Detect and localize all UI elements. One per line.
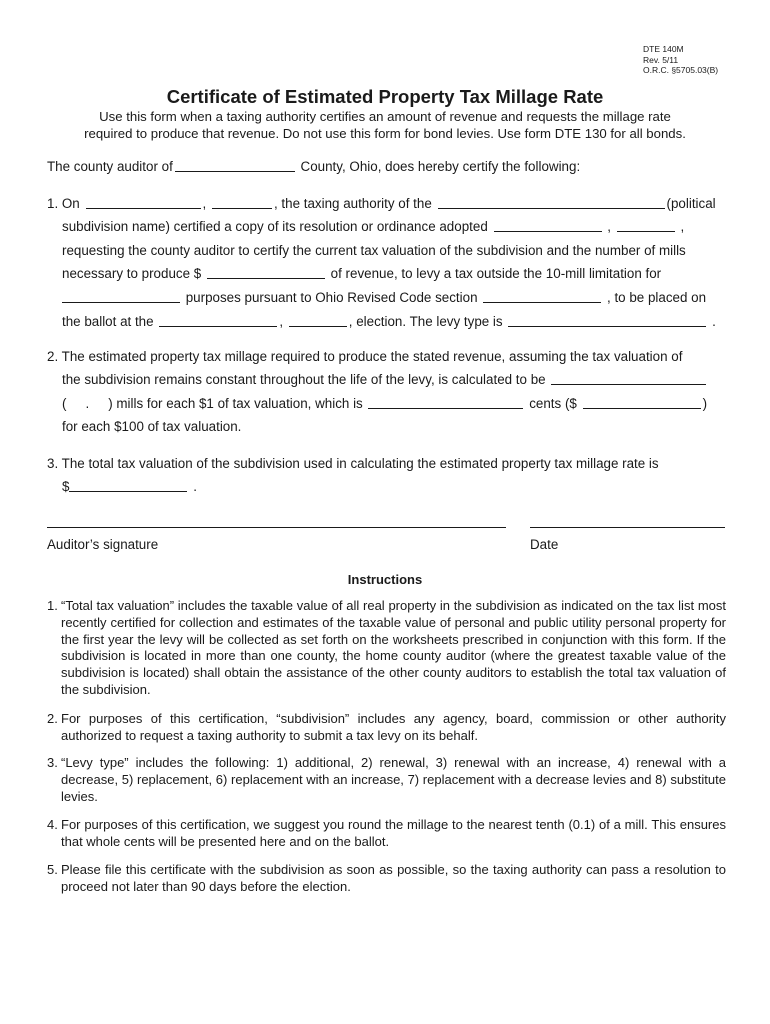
instruction-number: 3. — [47, 755, 58, 770]
revenue-amount-field[interactable] — [207, 266, 325, 279]
item3-line2 — [62, 479, 197, 495]
item2-paren: ( — [62, 396, 67, 411]
item1-text: the ballot at the — [62, 314, 154, 329]
form-identifier — [643, 44, 718, 76]
item2-text: cents ($ — [529, 396, 577, 411]
item2-decimal: . — [85, 396, 90, 411]
item1-text: , the taxing authority of the — [273, 196, 432, 211]
item1-text: subdivision name) certified a copy of its resolution or ordinance adopted — [62, 219, 488, 234]
item2-line2 — [62, 372, 708, 388]
instruction-item — [47, 862, 726, 896]
form-orc-reference: O.R.C. §5705.03(B) — [643, 65, 719, 75]
levy-purpose-field[interactable] — [62, 290, 180, 303]
instruction-text: “Levy type” includes the following: 1) additional, 2) renewal, 3) renewal with an increase, 4) renewal with a decrease, 5) replacement, 6) replacement with an increase, 7) replacement with a decrease levies and 8) substitute levies. — [61, 755, 726, 804]
political-subdivision-field[interactable] — [438, 196, 665, 209]
instruction-text: For purposes of this certification, “subdivision” includes any agency, board, commission or other authority authorized to request a taxing authority to submit a tax levy on its behalf. — [61, 711, 726, 743]
item1-comma: , — [680, 219, 685, 234]
instruction-text: For purposes of this certification, we suggest you round the millage to the nearest tenth (0.1) of a mill. This ensures that whole cents will be presented here and on the ballot. — [61, 817, 726, 849]
instruction-number: 2. — [47, 711, 58, 726]
item2-paren: ) — [702, 396, 708, 411]
item3-line1: 3. The total tax valuation of the subdivision used in calculating the estimated property tax millage rate is — [47, 456, 659, 471]
item1-text: (political — [666, 196, 716, 211]
instruction-text: “Total tax valuation” includes the taxable value of all real property in the subdivision as indicated on the tax list most recently certified for collection and estimates of the taxable value of personal and public utility personal property for the first year the levy will be collected as set forth on the worksheets prescribed in conjunction with this form. If the subdivision is located in more than one county, the home county auditor (where the greatest taxable value of the subdivision is located) shall obtain the assistance of the other county auditors to establish the total tax valuation of the subdivision. — [61, 598, 726, 697]
item1-line3: requesting the county auditor to certify the current tax valuation of the subdivision and the number of mills — [62, 243, 686, 258]
item1-text: of revenue, to levy a tax outside the 10-mill limitation for — [330, 266, 662, 281]
cents-amount-field[interactable] — [583, 396, 701, 409]
item1-line5 — [62, 290, 706, 306]
item1-line6 — [62, 314, 716, 330]
item1-comma: , — [279, 314, 284, 329]
election-date-field[interactable] — [159, 314, 277, 327]
election-year-field[interactable] — [289, 314, 347, 327]
item1-comma: , — [202, 196, 207, 211]
auditor-signature-line[interactable] — [47, 527, 506, 528]
instruction-item — [47, 755, 726, 805]
instruction-number: 1. — [47, 598, 58, 613]
instruction-number: 4. — [47, 817, 58, 832]
instruction-item — [47, 817, 726, 851]
resolution-date-field[interactable] — [494, 219, 602, 232]
item1-line4 — [62, 266, 661, 282]
item1-text: , election. The levy type is — [348, 314, 503, 329]
orc-section-field[interactable] — [483, 290, 601, 303]
instruction-item — [47, 711, 726, 745]
item1-text: necessary to produce $ — [62, 266, 202, 281]
item1-text: purposes pursuant to Ohio Revised Code section — [185, 290, 478, 305]
subtitle-line-2: required to produce that revenue. Do not use this form for bond levies. Use form DTE 130 for all bonds. — [84, 126, 686, 141]
instruction-text: Please file this certificate with the subdivision as soon as possible, so the taxing authority can pass a resolution to proceed not later than 90 days before the election. — [61, 862, 726, 894]
county-name-field[interactable] — [175, 159, 295, 172]
item2-line3 — [62, 396, 707, 412]
auditor-signature-label: Auditor’s signature — [47, 537, 159, 552]
resolution-year-field[interactable] — [617, 219, 675, 232]
form-revision: Rev. 5/11 — [643, 54, 679, 65]
total-valuation-field[interactable] — [69, 479, 187, 492]
instruction-number: 5. — [47, 862, 58, 877]
subtitle-line-1: Use this form when a taxing authority certifies an amount of revenue and requests the millage rate — [99, 109, 671, 124]
cents-words-field[interactable] — [368, 396, 523, 409]
item1-text: 1. On — [47, 196, 80, 211]
item1-text: , to be placed on — [607, 290, 707, 305]
millage-words-field[interactable] — [551, 372, 706, 385]
form-code: DTE 140M — [643, 44, 684, 54]
date-label: Date — [530, 537, 559, 552]
item2-text: ) mills for each $1 of tax valuation, which is — [108, 396, 363, 411]
item3-dollar: $ — [62, 479, 70, 494]
adoption-year-field[interactable] — [212, 196, 272, 209]
intro-text-b: County, Ohio, does hereby certify the following: — [300, 159, 581, 174]
item2-line1: 2. The estimated property tax millage required to produce the stated revenue, assuming the tax valuation of — [47, 349, 683, 364]
form-subtitle — [20, 108, 750, 142]
intro-line — [47, 159, 580, 175]
instruction-item — [47, 598, 726, 699]
item2-text: the subdivision remains constant throughout the life of the levy, is calculated to be — [62, 372, 546, 387]
item1-period: . — [712, 314, 716, 329]
item1-line1 — [47, 196, 716, 212]
form-title: Certificate of Estimated Property Tax Millage Rate — [166, 86, 604, 107]
date-signature-line[interactable] — [530, 527, 725, 528]
instructions-heading: Instructions — [347, 572, 423, 587]
intro-text-a: The county auditor of — [47, 159, 173, 174]
item3-period: . — [193, 479, 197, 494]
adoption-month-field[interactable] — [86, 196, 201, 209]
levy-type-field[interactable] — [508, 314, 706, 327]
item1-comma: , — [607, 219, 611, 234]
item1-line2 — [62, 219, 684, 235]
item2-line4: for each $100 of tax valuation. — [62, 419, 242, 434]
